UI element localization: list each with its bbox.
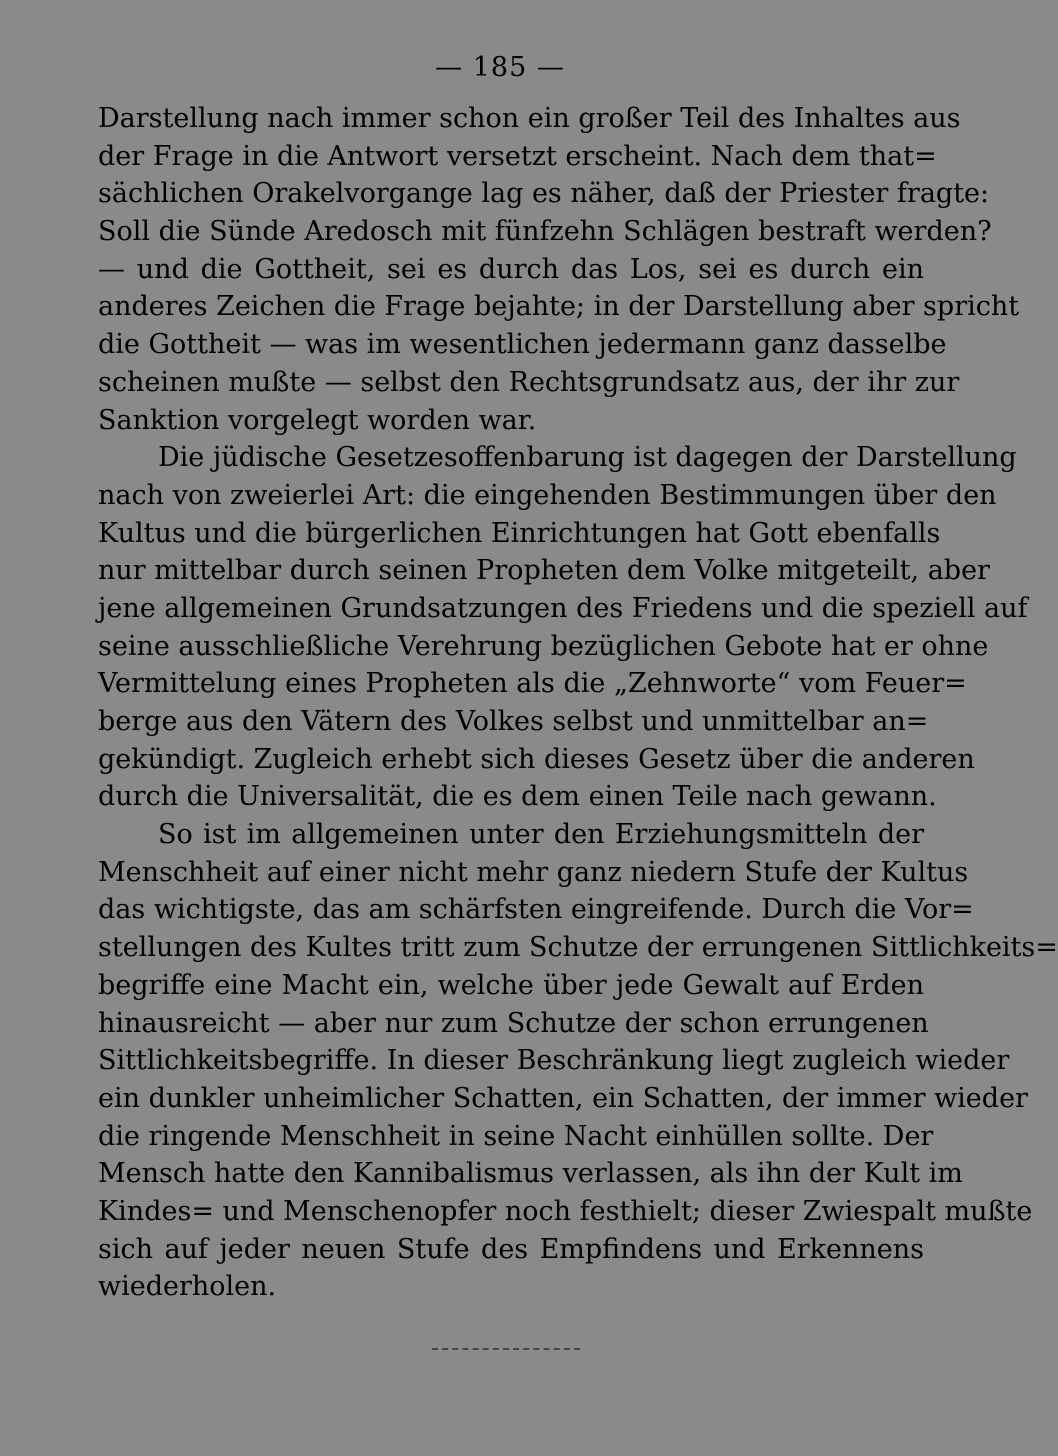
text-line: berge aus den Vätern des Volkes selbst und unmittelbar an= xyxy=(98,706,929,737)
decorative-rule xyxy=(432,1348,580,1352)
text-line: Menschheit auf einer nicht mehr ganz niedern Stufe der Kultus xyxy=(98,856,969,888)
text-line: sächlichen Orakelvorgange lag es näher, daß der Priester fragte: xyxy=(98,178,990,210)
text-line: So ist im allgemeinen unter den Erziehungsmitteln der xyxy=(158,819,924,851)
text-line: seine ausschließliche Verehrung bezüglichen Gebote hat er ohne xyxy=(98,630,989,662)
page-number: — 185 — xyxy=(435,52,565,83)
text-line: die ringende Menschheit in seine Nacht einhüllen sollte. Der xyxy=(98,1120,934,1152)
text-line: scheinen mußte — selbst den Rechtsgrundsatz aus, der ihr zur xyxy=(98,366,960,398)
text-line: Mensch hatte den Kannibalismus verlassen, als ihn der Kult im xyxy=(98,1158,963,1190)
text-line: wiederholen. xyxy=(98,1271,277,1303)
text-line: Soll die Sünde Aredosch mit fünfzehn Schlägen bestraft werden? xyxy=(98,216,992,248)
text-line: die Gottheit — was im wesentlichen jedermann ganz dasselbe xyxy=(98,329,947,361)
text-line: Darstellung nach immer schon ein großer Teil des Inhaltes aus xyxy=(98,103,961,134)
text-line: Sanktion vorgelegt worden war. xyxy=(98,404,537,436)
text-line: begriffe eine Macht ein, welche über jede Gewalt auf Erden xyxy=(98,969,924,1001)
text-line: sich auf jeder neuen Stufe des Empfindens und Erkennens xyxy=(98,1233,924,1265)
text-line: nur mittelbar durch seinen Propheten dem Volke mitgeteilt, aber xyxy=(98,555,990,587)
text-line: ein dunkler unheimlicher Schatten, ein Schatten, der immer wieder xyxy=(98,1082,1028,1114)
text-line: — und die Gottheit, sei es durch das Los, sei es durch ein xyxy=(98,253,924,285)
text-line: Die jüdische Gesetzesoffenbarung ist dagegen der Darstellung xyxy=(158,442,1017,474)
text-line: Kindes= und Menschenopfer noch festhielt; dieser Zwiespalt mußte xyxy=(98,1195,1033,1227)
text-line: nach von zweierlei Art: die eingehenden Bestimmungen über den xyxy=(98,479,997,511)
text-line: stellungen des Kultes tritt zum Schutze der errungenen Sittlichkeits= xyxy=(98,932,1058,964)
text-line: anderes Zeichen die Frage bejahte; in der Darstellung aber spricht xyxy=(98,291,1020,323)
text-line: das wichtigste, das am schärfsten eingreifende. Durch die Vor= xyxy=(98,894,974,926)
text-line: Kultus und die bürgerlichen Einrichtungen hat Gott ebenfalls xyxy=(98,517,941,549)
text-line: jene allgemeinen Grundsatzungen des Friedens und die speziell auf xyxy=(98,592,1028,624)
text-line: gekündigt. Zugleich erhebt sich dieses Gesetz über die anderen xyxy=(98,743,975,775)
text-line: Sittlichkeitsbegriffe. In dieser Beschränkung liegt zugleich wieder xyxy=(98,1045,1010,1077)
text-line: Vermittelung eines Propheten als die „Zehnworte“ vom Feuer= xyxy=(98,668,967,700)
text-line: der Frage in die Antwort versetzt erscheint. Nach dem that= xyxy=(98,140,937,172)
body-text xyxy=(98,100,1058,1306)
text-line: durch die Universalität, die es dem einen Teile nach gewann. xyxy=(98,781,937,813)
text-line: hinausreicht — aber nur zum Schutze der schon errungenen xyxy=(98,1007,929,1039)
